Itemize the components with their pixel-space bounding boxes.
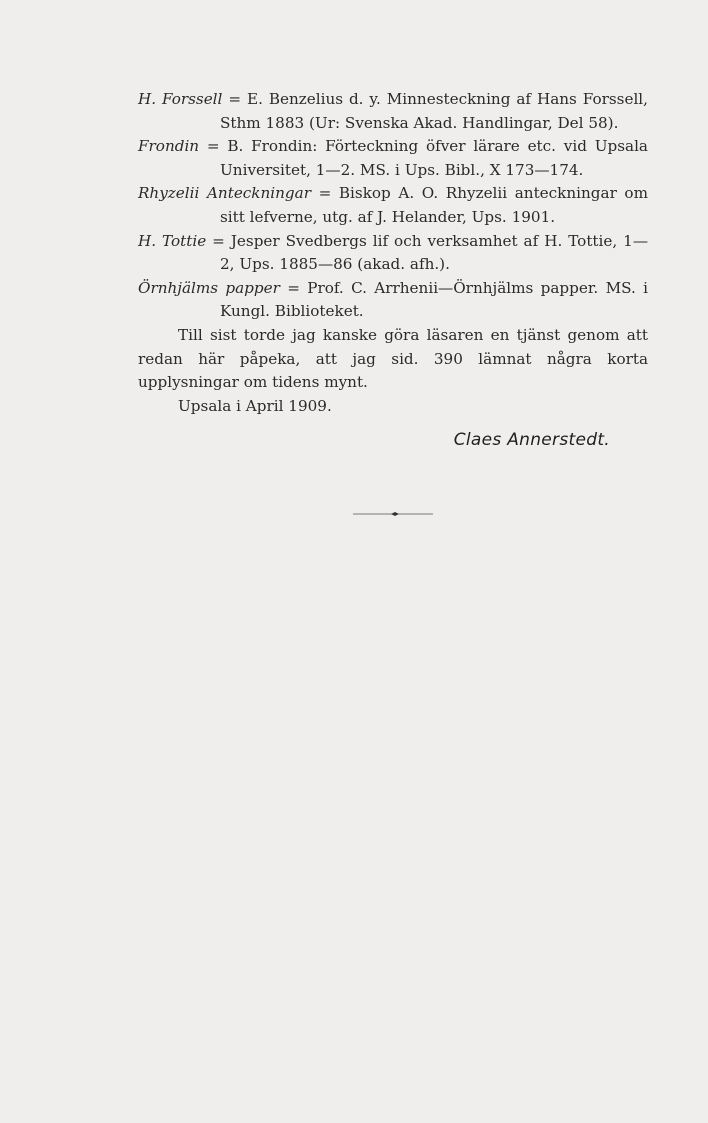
reference-abbreviation: Frondin: [138, 137, 200, 156]
reference-entry: [138, 230, 648, 277]
author-signature: Claes Annerstedt.: [453, 430, 610, 450]
reference-text: = B. Frondin: Förteckning öfver lärare etc. vid Upsala Universitet, 1—2. MS. i Ups. Bibl., X 173—174.: [199, 137, 648, 179]
ornamental-divider: [353, 511, 433, 517]
reference-entry: [138, 135, 648, 182]
place-date: Upsala i April 1909.: [178, 396, 332, 415]
reference-abbreviation: Rhyzelii Anteckningar: [138, 184, 311, 203]
closing-paragraph: Till sist torde jag kanske göra läsaren en tjänst genom att redan här påpeka, att jag sid. 390 lämnat några korta upplysningar om tidens mynt.: [138, 325, 648, 392]
reference-abbreviation: H. Forssell: [138, 90, 223, 108]
reference-abbreviation: H. Tottie: [138, 231, 207, 250]
reference-text: = Biskop A. O. Rhyzelii anteckningar om sitt lefverne, utg. af J. Helander, Ups. 1901.: [220, 184, 648, 226]
reference-abbreviation: Örnhjälms papper: [138, 278, 280, 297]
reference-entry: [138, 182, 648, 229]
abbreviation-list: [138, 88, 648, 418]
reference-entry: [138, 277, 648, 324]
reference-text: = Jesper Svedbergs lif och verksamhet af H. Tottie, 1—2, Ups. 1885—86 (akad. afh.).: [206, 231, 649, 274]
reference-text: = E. Benzelius d. y. Minnesteckning af Hans Forssell, Sthm 1883 (Ur: Svenska Akad. Handlingar, Del 58).: [220, 90, 648, 132]
reference-entry: [138, 88, 648, 135]
reference-text: = Prof. C. Arrhenii—Örnhjälms papper. MS. i Kungl. Biblioteket.: [220, 278, 648, 321]
